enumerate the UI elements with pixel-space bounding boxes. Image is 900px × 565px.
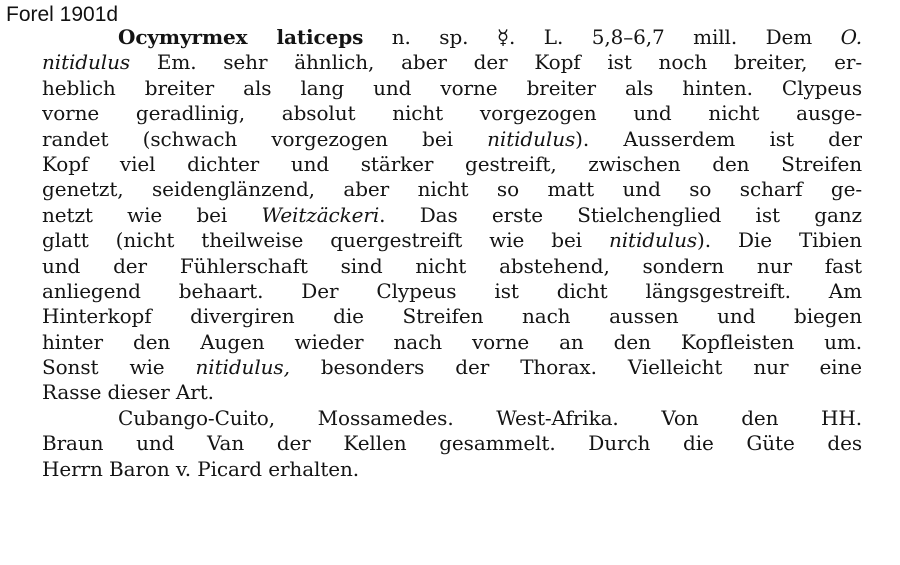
text-run: glatt (nicht theilweise quergestreift wie bei xyxy=(42,228,609,253)
text-line xyxy=(42,304,862,329)
taxon-name-italic: nitidulus xyxy=(42,50,131,75)
text-line xyxy=(42,254,862,279)
text-line xyxy=(42,355,862,380)
text-line xyxy=(42,203,862,228)
text-line xyxy=(42,228,862,253)
species-description-text xyxy=(42,25,862,482)
text-run: Braun und Van der Kellen gesammelt. Durch die Güte des xyxy=(42,431,862,456)
text-run: Em. sehr ähnlich, aber der Kopf ist noch breiter, er- xyxy=(130,50,862,75)
text-run: vorne geradlinig, absolut nicht vorgezogen und nicht ausge- xyxy=(42,101,862,126)
text-run: netzt wie bei xyxy=(42,202,262,227)
taxon-name-italic: O. xyxy=(840,25,862,49)
taxon-name-italic: nitidulus xyxy=(487,126,576,151)
text-run: randet (schwach vorgezogen bei xyxy=(42,126,488,151)
text-line xyxy=(42,279,862,304)
text-run: ). Die Tibien xyxy=(697,228,862,253)
text-line xyxy=(42,406,862,431)
text-run: n. sp. ☿. L. 5,8–6,7 mill. Dem xyxy=(363,25,841,49)
text-run: Sonst wie xyxy=(42,355,196,380)
text-run: genetzt, seidenglänzend, aber nicht so matt und so scharf ge- xyxy=(42,177,862,202)
text-line xyxy=(42,177,862,202)
taxon-name-italic: nitidulus xyxy=(608,228,698,253)
text-run: besonders der Thorax. Vielleicht nur eine xyxy=(289,355,862,380)
text-run: . Das erste Stielchenglied ist ganz xyxy=(379,202,862,227)
text-run: Herrn Baron v. Picard erhalten. xyxy=(42,456,360,481)
text-line xyxy=(42,431,862,456)
text-run: Kopf viel dichter und stärker gestreift, zwischen den Streifen xyxy=(42,151,862,176)
text-line xyxy=(42,76,862,101)
text-line xyxy=(42,380,862,405)
text-line xyxy=(42,330,862,355)
text-line xyxy=(42,152,862,177)
source-caption: Forel 1901d xyxy=(6,3,119,26)
text-run: anliegend behaart. Der Clypeus ist dicht längsgestreift. Am xyxy=(42,278,862,303)
text-run: ). Ausserdem ist der xyxy=(575,126,862,151)
text-run: Cubango-Cuito, Mossamedes. West-Afrika. Von den HH. xyxy=(118,405,862,430)
text-run: heblich breiter als lang und vorne breiter als hinten. Clypeus xyxy=(42,75,862,100)
text-run: Rasse dieser Art. xyxy=(42,380,214,405)
text-line xyxy=(42,50,862,75)
text-line xyxy=(42,25,862,50)
text-run: Hinterkopf divergiren die Streifen nach aussen und biegen xyxy=(42,304,862,329)
text-run: hinter den Augen wieder nach vorne an den Kopfleisten um. xyxy=(42,329,862,354)
text-line xyxy=(42,457,862,482)
taxon-name-italic: nitidulus, xyxy=(195,355,290,380)
taxon-name-italic: Weitzäckeri xyxy=(261,202,380,227)
text-line xyxy=(42,127,862,152)
text-run: und der Fühlerschaft sind nicht abstehend, sondern nur fast xyxy=(42,253,862,278)
text-line xyxy=(42,101,862,126)
species-name: Ocymyrmex laticeps xyxy=(118,25,364,49)
